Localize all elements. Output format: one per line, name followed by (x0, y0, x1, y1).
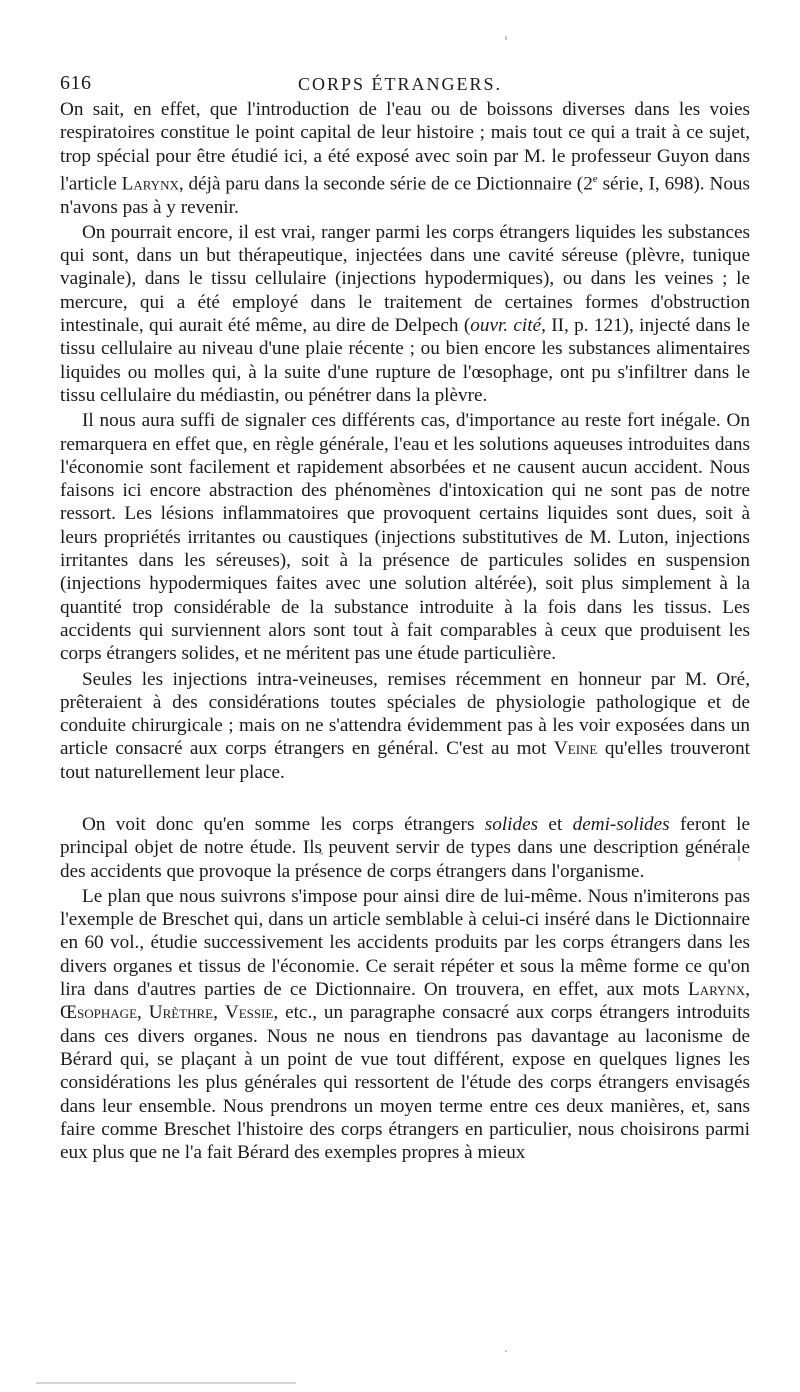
scan-speck (505, 36, 507, 40)
emphasis-solides: solides (484, 814, 539, 835)
scan-speck (320, 852, 323, 855)
reference-oesophage: Œsophage (60, 1002, 138, 1024)
paragraph-2: On pourrait encore, il est vrai, ranger parmi les corps étrangers liquides les substances qui sont, dans un but thérapeutique, injectées dans une cavité séreuse (plèvre, tunique vaginale), dans le tissu cellulaire (injections hypodermiques), ou dans les veines ; le mercure, qui a été employé dans le traitement de certaines formes d'obstruction intestinale, qui aurait été même, au dire de Delpech (ouvr. cité, II, p. 121), injecté dans le tissu cellulaire au niveau d'une plaie récente ; ou bien encore les substances alimentaires liquides ou molles qui, à la suite d'une rupture de l'œsophage, ont pu s'infiltrer dans le tissu cellulaire du médiastin, ou pénétrer dans la plèvre. (60, 221, 750, 406)
scan-speck (505, 1350, 507, 1352)
scan-margin-artifact (36, 1382, 296, 1384)
section-break (60, 786, 750, 813)
paragraph-4: Seules les injections intra-veineuses, remises récemment en honneur par M. Oré, prêteraient à des considérations toutes spéciales de physiologie pathologique et de conduite chirurgicale ; mais on ne s'attendra évidemment pas à les voir exposées dans un article consacré aux corps étrangers en général. C'est au mot Veine qu'elles trouveront tout naturellement leur place. (60, 668, 751, 783)
paragraph-1: On sait, en effet, que l'introduction de l'eau ou de boissons diverses dans les voies respiratoires constitue le point capital de leur histoire ; mais tout ce qui a trait à ce sujet, trop spécial pour être étudié ici, a été exposé avec soin par M. le professeur Guyon dans l'article Larynx, déjà paru dans la seconde série de ce Dictionnaire (2e série, I, 698). Nous n'avons pas à y revenir. (60, 99, 750, 218)
reference-vessie: Vessie (224, 1002, 274, 1024)
reference-larynx: Larynx (121, 173, 179, 195)
paragraph-5: On voit donc qu'en somme les corps étrangers solides et demi-solides feront le principal objet de notre étude. Ils peuvent servir de types dans une description générale des accidents que provoque la présence de corps étrangers dans l'organisme. (60, 814, 750, 882)
emphasis-demi-solides: demi-solides (572, 814, 670, 835)
reference-veine: Veine (553, 738, 598, 760)
reference-larynx-2: Larynx (687, 979, 746, 1001)
paragraph-3: Il nous aura suffi de signaler ces différents cas, d'importance au reste fort inégale. On remarquera en effet que, en règle générale, l'eau et les solutions aqueuses introduites dans l'économie sont facilement et rapidement absorbées et ne causent aucun accident. Nous faisons ici encore abstraction des phénomènes d'intoxication qui ne sont pas de notre ressort. Les lésions inflammatoires que provoquent certains liquides sont dues, soit à leurs propriétés irritantes ou caustiques (injections substitutives de M. Luton, injections irritantes dans les séreuses), soit à la présence de particules solides en suspension (injections hypodermiques faites avec une solution altérée), soit plus simplement à la quantité trop considérable de la substance introduite à la fois dans les tissus. Les accidents qui surviennent alors sont tout à fait comparables à ceux que produisent les corps étrangers solides, et ne méritent pas une étude particulière. (60, 410, 750, 665)
citation-ouvr-cite: ouvr. cité (470, 315, 542, 337)
paragraph-6: Le plan que nous suivrons s'impose pour ainsi dire de lui-même. Nous n'imiterons pas l'exemple de Breschet qui, dans un article semblable à celui-ci inséré dans le Dictionnaire en 60 vol., étudie successivement les accidents produits par les corps étrangers dans les divers organes et tissus de l'économie. Ce serait répéter et sous la même forme ce qu'on lira dans d'autres parties de ce Dictionnaire. On trouvera, en effet, aux mots Larynx, Œsophage, Urèthre, Vessie, etc., un paragraphe consacré aux corps étrangers introduits dans ces divers organes. Nous ne nous en tiendrons pas davantage au laconisme de Bérard qui, se plaçant à un point de vue tout différent, expose en quelques lignes les considérations les plus générales qui ressortent de l'étude des corps étrangers envisagés dans leur ensemble. Nous prendrons un moyen terme entre ces deux manières, et, sans faire comme Breschet l'histoire des corps étrangers en particulier, nous choisirons parmi eux plus que ne l'a fait Bérard des exemples propres à mieux (60, 885, 751, 1164)
scan-speck (738, 856, 740, 861)
reference-urethre: Urèthre (148, 1002, 214, 1024)
running-title: CORPS ÉTRANGERS. (297, 74, 503, 94)
body-text (60, 98, 750, 1166)
page-number: 616 (60, 72, 92, 94)
